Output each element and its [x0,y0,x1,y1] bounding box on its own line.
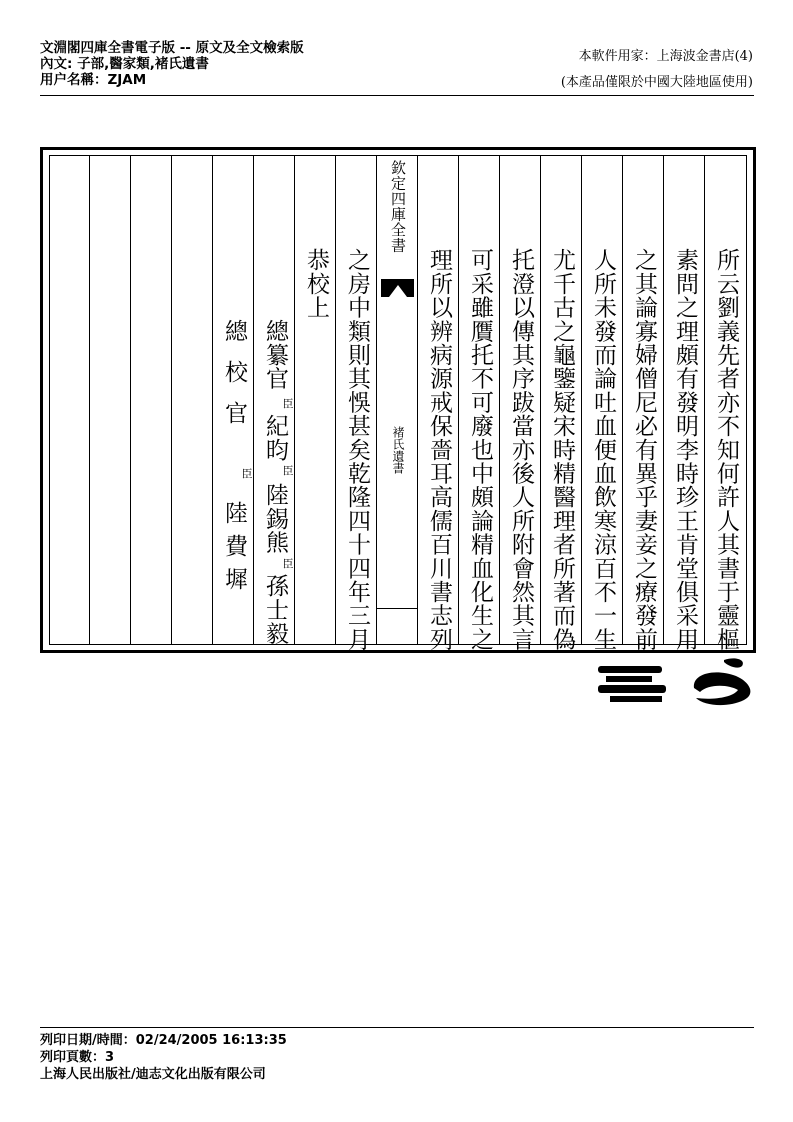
text-column-6 [499,156,541,651]
column-text: 素問之理頗有發明李時珍王肯堂俱采用 [672,248,698,651]
logo-bars-icon [598,666,666,702]
text-column-3 [622,156,664,651]
minister-mark: 臣 [281,558,294,569]
column-text: 恭校上 [303,248,329,320]
column-text: 理所以辨病源戒保嗇耳高儒百川書志列 [426,248,452,651]
column-text: 之其論寡婦僧尼必有異乎妻妾之療發前 [631,248,657,651]
column-text: 之房中類則其悞甚矣乾隆四十四年三月 [344,248,370,651]
header-license-note: (本產品僅限於中國大陸地區使用) [560,75,753,90]
header-username: 用户名稱：ZJAM [40,72,147,88]
text-column-9 [335,156,377,651]
column-text: 托澄以傳其序跋當亦後人所附會然其言 [508,248,534,651]
name-lu-xixiong: 陸錫熊 [262,483,288,555]
minister-mark: 臣 [281,398,294,409]
banner-title: 欽定四庫全書 [389,160,407,253]
center-banner-column [376,156,418,644]
text-column-4 [581,156,623,651]
fish-tail-mark [381,279,414,297]
minister-mark: 臣 [240,468,253,479]
header-title: 文淵閣四庫全書電子版 -- 原文及全文檢索版 [40,40,304,56]
empty-column-16 [50,156,90,644]
name-lu-feichi: 陸費墀 [221,501,247,600]
column-text: 人所未發而論吐血便血飲寒涼百不一生 [590,248,616,651]
text-column-2 [663,156,705,651]
empty-column-13 [171,156,213,644]
publisher-logo [596,654,756,714]
text-column-10 [294,156,336,644]
header-content-path: 內文: 子部,醫家類,褚氏遺書 [40,56,209,72]
header-licensee: 本軟件用家：上海波金書店(4) [578,49,753,64]
banner-book-title: 褚氏遺書 [391,426,405,474]
print-datetime: 列印日期/時間：02/24/2005 16:13:35 [40,1033,287,1048]
text-column-11 [253,156,295,644]
text-column-1 [704,156,746,651]
title-zongjiao: 總校官 [221,319,247,442]
column-text: 尤千古之龜鑒疑宋時精醫理者所著而偽 [549,248,575,651]
logo-brush-icon [694,658,751,705]
minister-mark: 臣 [281,465,294,476]
empty-column-14 [130,156,172,644]
header-left [40,40,480,88]
empty-column-15 [89,156,131,644]
footer-rule [40,1027,754,1028]
title-zongzuan: 總纂官 [262,319,288,391]
text-column-12 [212,156,254,644]
text-column-5 [540,156,582,651]
page-frame [40,147,756,653]
page-inner-frame [49,155,747,651]
column-text: 所云劉義先者亦不知何許人其書于靈樞 [713,248,739,651]
header-right [561,44,753,96]
publisher-credit: 上海人民出版社/迪志文化出版有限公司 [40,1067,266,1082]
footer [40,1032,287,1083]
banner-rule [377,608,418,609]
name-ji-yun: 紀昀 [262,414,288,462]
text-column-7 [458,156,500,651]
header-rule [40,95,754,96]
print-page-count: 列印頁數：3 [40,1050,115,1065]
name-sun-shiyi: 孫士毅 [262,574,288,646]
column-text: 可采雖贋托不可廢也中頗論精血化生之 [467,248,493,651]
text-column-8 [417,156,459,651]
